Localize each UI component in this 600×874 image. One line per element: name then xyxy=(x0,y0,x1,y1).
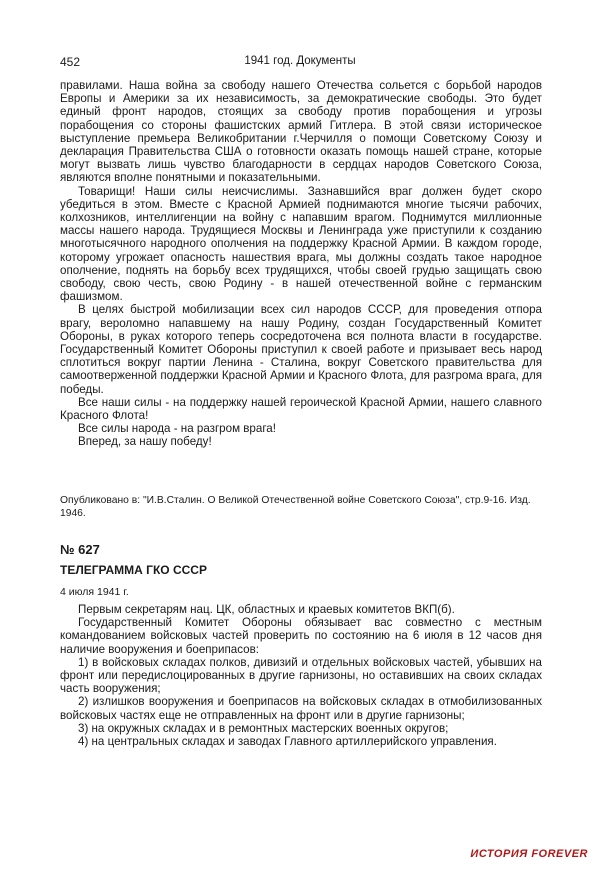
body-paragraph: Все наши силы - на поддержку нашей героической Красной Армии, нашего славного Красного Флота! xyxy=(60,395,542,423)
document-title: ТЕЛЕГРАММА ГКО СССР xyxy=(60,563,207,577)
telegram-paragraph: 4) на центральных складах и заводах Главного артиллерийского управления. xyxy=(78,735,497,749)
telegram-paragraph: 1) в войсковых складах полков, дивизий и отдельных войсковых частей, убывших на фронт или передислоцированных в другие гарнизоны, но оставивших на своих складах часть вооружения; xyxy=(60,655,542,696)
publication-note: Опубликовано в: "И.В.Сталин. О Великой Отечественной войне Советского Союза", стр.9-16. Изд. 1946. xyxy=(60,495,531,519)
body-paragraph: В целях быстрой мобилизации всех сил народов СССР, для проведения отпора врагу, вероломно напавшему на нашу Родину, создан Государственный Комитет Обороны, в руках которого теперь сосредоточена вся полнота власти в государстве. Государственный Комитет Обороны приступил к своей работе и призывает весь народ сплотиться вокруг партии Ленина - Сталина, вокруг Советского правительства для самоотверженной поддержки Красной Армии и Красного Флота, для разгрома врага, для победы. xyxy=(60,303,542,396)
watermark-logo: ИСТОРИЯ FOREVER xyxy=(470,848,588,860)
telegram-paragraph: 3) на окружных складах и в ремонтных мастерских военных округов; xyxy=(78,721,449,735)
running-head: 1941 год. Документы xyxy=(244,55,356,67)
telegram-paragraph: Первым секретарям нац. ЦК, областных и краевых комитетов ВКП(б). xyxy=(78,603,455,616)
telegram-paragraph: 2) излишков вооружения и боеприпасов на войсковых складах в отмобилизованных войсковых частях еще не отправленных на фронт или в другие гарнизоны; xyxy=(60,695,542,722)
body-paragraph: Товарищи! Наши силы неисчислимы. Зазнавшийся враг должен будет скоро убедиться в этом. Вместе с Красной Армией поднимаются многие тысячи рабочих, колхозников, интеллигенции на войну с напавшим врагом. Поднимутся миллионные массы нашего народа. Трудящиеся Москвы и Ленинграда уже приступили к созданию многотысячного народного ополчения на поддержку Красной Армии. В каждом городе, которому угрожает опасность нашествия врага, мы должны создать такое народное ополчение, поднять на борьбу всех трудящихся, чтобы своей грудью защищать свою свободу, свою честь, свою Родину - в нашей отечественной войне с германским фашизмом. xyxy=(60,184,542,304)
body-paragraph: Все силы народа - на разгром врага! xyxy=(78,422,276,436)
telegram-text xyxy=(60,603,542,748)
body-paragraph: правилами. Наша война за свободу нашего Отечества сольется с борьбой народов Европы и Америки за их независимость, за демократические свободы. Это будет единый фронт народов, стоящих за свободу против порабощения и угрозы порабощения со стороны фашистских армий Гитлера. В этой связи историческое выступление премьера Великобритании г.Черчилля о помощи Советскому Союзу и декларация Правительства США о готовности оказать помощь нашей стране, которые могут вызвать лишь чувство благодарности в сердцах народов Советского Союза, являются вполне понятными и показательными. xyxy=(60,79,542,185)
telegram-paragraph: Государственный Комитет Обороны обязывает вас совместно с местным командованием войсковых частей проверить по состоянию на 6 июля в 12 часов дня наличие вооружения и боеприпасов: xyxy=(60,616,542,656)
page-header xyxy=(60,55,540,69)
body-paragraph: Вперед, за нашу победу! xyxy=(78,435,212,449)
page-number: 452 xyxy=(60,55,81,69)
document-number: № 627 xyxy=(60,542,100,557)
document-date: 4 июля 1941 г. xyxy=(60,586,129,598)
speech-text xyxy=(60,79,542,449)
